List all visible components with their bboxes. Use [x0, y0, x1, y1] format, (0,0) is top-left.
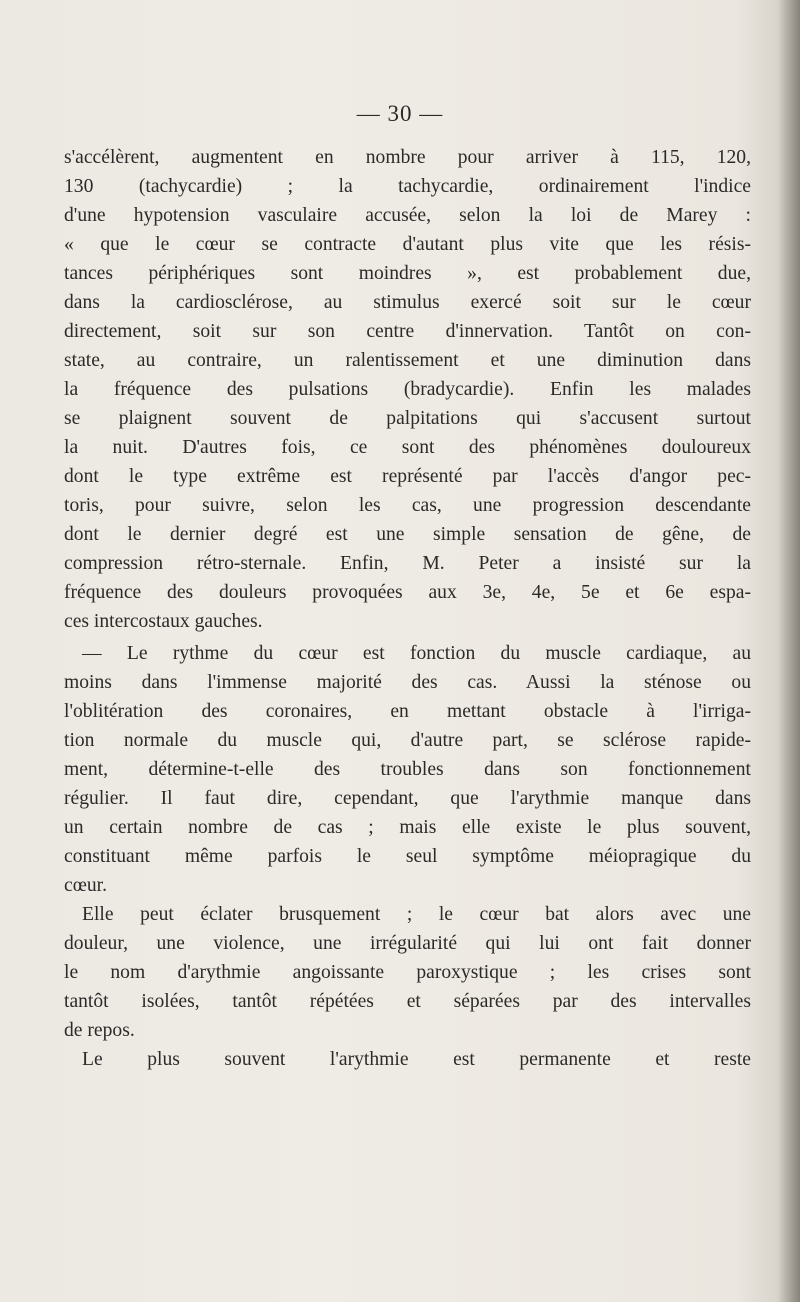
text-line: tances périphériques sont moindres », est probablement due,	[64, 263, 751, 284]
text-line: state, au contraire, un ralentissement et une diminution dans	[64, 350, 751, 371]
text-line: 130 (tachycardie) ; la tachycardie, ordinairement l'indice	[64, 176, 751, 197]
text-line: compression rétro-sternale. Enfin, M. Peter a insisté sur la	[64, 553, 751, 574]
text-line: régulier. Il faut dire, cependant, que l'arythmie manque dans	[64, 788, 751, 809]
text-line: — Le rythme du cœur est fonction du muscle cardiaque, au	[82, 643, 751, 664]
text-line: le nom d'arythmie angoissante paroxystique ; les crises sont	[64, 962, 751, 983]
text-line: moins dans l'immense majorité des cas. Aussi la sténose ou	[64, 672, 751, 693]
text-line: dont le type extrême est représenté par l'accès d'angor pec-	[64, 466, 751, 487]
text-line: « que le cœur se contracte d'autant plus vite que les résis-	[64, 234, 751, 255]
page-number: — 30 —	[356, 101, 444, 126]
text-line: Le plus souvent l'arythmie est permanente et reste	[82, 1049, 751, 1070]
text-line: tion normale du muscle qui, d'autre part, se sclérose rapide-	[64, 730, 751, 751]
text-line: constituant même parfois le seul symptôme méiopragique du	[64, 846, 751, 867]
text-line: Elle peut éclater brusquement ; le cœur bat alors avec une	[82, 904, 751, 925]
text-line: se plaignent souvent de palpitations qui s'accusent surtout	[64, 408, 751, 429]
text-line: ment, détermine-t-elle des troubles dans son fonctionnement	[64, 759, 751, 780]
text-line: dont le dernier degré est une simple sensation de gêne, de	[64, 524, 751, 545]
text-line: d'une hypotension vasculaire accusée, selon la loi de Marey :	[64, 205, 751, 226]
text-line: fréquence des douleurs provoquées aux 3e, 4e, 5e et 6e espa-	[64, 582, 751, 603]
text-line: la fréquence des pulsations (bradycardie). Enfin les malades	[64, 379, 751, 400]
text-line: l'oblitération des coronaires, en mettant obstacle à l'irriga-	[64, 701, 751, 722]
text-line: de repos.	[64, 1020, 135, 1041]
text-line: ces intercostaux gauches.	[64, 611, 263, 632]
text-line: dans la cardiosclérose, au stimulus exercé soit sur le cœur	[64, 292, 751, 313]
text-line: la nuit. D'autres fois, ce sont des phénomènes douloureux	[64, 437, 751, 458]
text-line: cœur.	[64, 875, 107, 896]
text-line: douleur, une violence, une irrégularité qui lui ont fait donner	[64, 933, 751, 954]
page-edge-shadow	[778, 0, 800, 1302]
text-line: directement, soit sur son centre d'innervation. Tantôt on con-	[64, 321, 751, 342]
text-line: toris, pour suivre, selon les cas, une progression descendante	[64, 495, 751, 516]
text-line: s'accélèrent, augmentent en nombre pour arriver à 115, 120,	[64, 147, 751, 168]
text-line: un certain nombre de cas ; mais elle existe le plus souvent,	[64, 817, 751, 838]
text-line: tantôt isolées, tantôt répétées et séparées par des intervalles	[64, 991, 751, 1012]
